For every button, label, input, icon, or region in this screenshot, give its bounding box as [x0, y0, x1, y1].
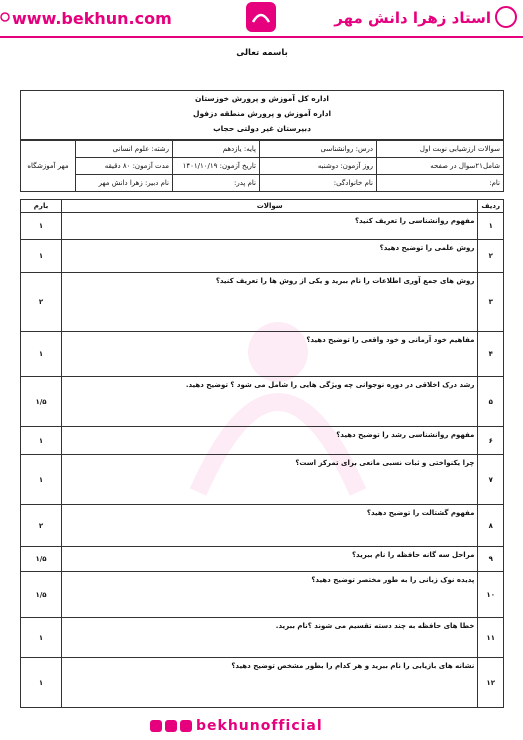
question-score: ۱ [21, 240, 62, 273]
father-name: نام پدر: [173, 175, 260, 192]
question-score: ۱ [21, 213, 62, 240]
question-number: ۳ [478, 273, 504, 332]
exam-paper [18, 42, 506, 710]
question-row [21, 618, 504, 658]
question-row [21, 455, 504, 505]
teacher-name: استاد زهرا دانش مهر [334, 9, 491, 27]
social-handle[interactable]: bekhunofficial [196, 718, 323, 734]
question-text: پدیده نوک زبانی را به طور مختصر توضیح دهید؟ [62, 572, 478, 618]
field: رشته: علوم انسانی [76, 141, 173, 158]
question-score: ۱/۵ [21, 547, 62, 572]
question-text: روش های جمع آوری اطلاعات را نام ببرید و یکی از روش ها را تعریف کنید؟ [62, 273, 478, 332]
exam-title: سوالات ارزشیابی نوبت اول [377, 141, 504, 158]
question-row [21, 240, 504, 273]
question-text: مفهوم روانشناسی را تعریف کنید؟ [62, 213, 478, 240]
question-score: ۲ [21, 273, 62, 332]
question-score: ۱ [21, 618, 62, 658]
student-family: نام خانوادگی: [260, 175, 377, 192]
grade: پایه: یازدهم [173, 141, 260, 158]
question-score: ۱ [21, 427, 62, 455]
question-text: مفاهیم خود آرمانی و خود واقعی را توضیح دهید؟ [62, 332, 478, 377]
question-text: مراحل سه گانه حافظه را نام ببرید؟ [62, 547, 478, 572]
question-count: شامل۲۱سوال در صفحه [377, 158, 504, 175]
globe-icon [0, 9, 10, 25]
teacher-label: نام دبیر: زهرا دانش مهر [76, 175, 173, 192]
question-number: ۵ [478, 377, 504, 427]
question-number: ۹ [478, 547, 504, 572]
question-number: ۷ [478, 455, 504, 505]
school-stamp: مهر آموزشگاه [21, 141, 76, 192]
question-row [21, 547, 504, 572]
col-header-score: بارم [21, 200, 62, 213]
question-row [21, 377, 504, 427]
website-url[interactable]: www.bekhun.com [12, 9, 172, 28]
question-number: ۲ [478, 240, 504, 273]
question-number: ۱ [478, 213, 504, 240]
footer-banner [0, 712, 523, 740]
question-row [21, 658, 504, 708]
question-row [21, 505, 504, 547]
question-row [21, 332, 504, 377]
exam-duration: مدت آزمون: ۸۰ دقیقه [76, 158, 173, 175]
brand-logo-icon [236, 0, 286, 36]
question-text: خطا های حافظه به چند دسته تقسیم می شوند ؟نام ببرید. [62, 618, 478, 658]
user-icon [495, 6, 517, 28]
top-banner [0, 0, 523, 38]
header-line-1: اداره کل آموزش و پرورش خوزستان [195, 94, 329, 103]
student-name: نام: [377, 175, 504, 192]
question-score: ۱ [21, 455, 62, 505]
question-number: ۱۰ [478, 572, 504, 618]
col-header-row: ردیف [478, 200, 504, 213]
bismillah: باسمه تعالی [236, 48, 288, 58]
exam-date: تاریخ آزمون: ۱۴۰۱/۱۰/۱۹ [173, 158, 260, 175]
telegram-icon[interactable] [180, 720, 192, 732]
question-text: نشانه های بازیابی را نام ببرید و هر کدام را بطور مشخص توضیح دهید؟ [62, 658, 478, 708]
lesson-name: درس: روانشناسی [260, 141, 377, 158]
question-number: ۱۲ [478, 658, 504, 708]
question-score: ۱ [21, 658, 62, 708]
question-score: ۱/۵ [21, 377, 62, 427]
question-row [21, 213, 504, 240]
header-line-3: دبیرستان غیر دولتی حجاب [213, 124, 311, 133]
youtube-icon[interactable] [165, 720, 177, 732]
school-header [20, 90, 504, 140]
header-line-2: اداره آموزش و پرورش منطقه دزفول [192, 109, 332, 118]
question-row [21, 427, 504, 455]
question-text: روش علمی را توضیح دهید؟ [62, 240, 478, 273]
question-text: مفهوم روانشناسی رشد را توضیح دهید؟ [62, 427, 478, 455]
question-number: ۸ [478, 505, 504, 547]
question-row [21, 572, 504, 618]
question-text: رشد درک اخلاقی در دوره نوجوانی چه ویژگی هایی را شامل می شود ؟ توضیح دهید. [62, 377, 478, 427]
col-header-questions: سوالات [62, 200, 478, 213]
info-table [20, 140, 504, 192]
question-number: ۶ [478, 427, 504, 455]
exam-day: روز آزمون: دوشنبه [260, 158, 377, 175]
instagram-icon[interactable] [150, 720, 162, 732]
question-score: ۲ [21, 505, 62, 547]
question-number: ۴ [478, 332, 504, 377]
question-score: ۱/۵ [21, 572, 62, 618]
question-number: ۱۱ [478, 618, 504, 658]
question-text: مفهوم گشتالت را توضیح دهید؟ [62, 505, 478, 547]
question-text: چرا یکنواختی و ثبات نسبی مانعی برای تمرکز است؟ [62, 455, 478, 505]
question-row [21, 273, 504, 332]
question-score: ۱ [21, 332, 62, 377]
questions-table [20, 199, 504, 708]
